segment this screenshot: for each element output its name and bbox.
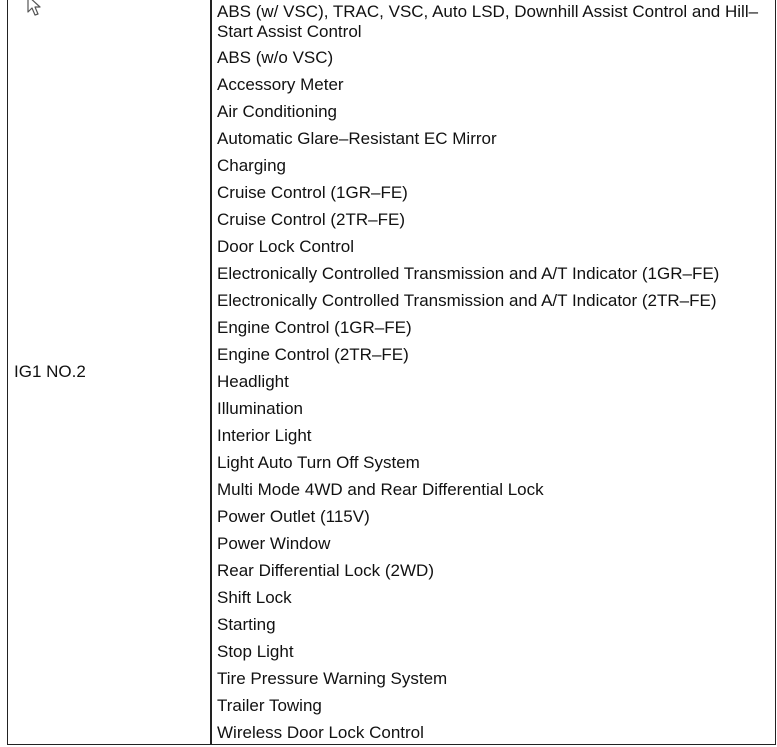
mouse-pointer-icon bbox=[26, 0, 48, 18]
system-item: Light Auto Turn Off System bbox=[217, 453, 420, 472]
system-item: Headlight bbox=[217, 372, 289, 391]
system-item: Air Conditioning bbox=[217, 102, 338, 121]
system-item: Trailer Towing bbox=[217, 696, 322, 715]
system-item: Engine Control (1GR–FE) bbox=[217, 318, 412, 337]
fuse-name: IG1 NO.2 bbox=[14, 362, 86, 381]
system-item: Rear Differential Lock (2WD) bbox=[217, 561, 434, 580]
system-item: Tire Pressure Warning System bbox=[217, 669, 448, 688]
system-item: Shift Lock bbox=[217, 588, 292, 607]
system-item: Charging bbox=[217, 156, 286, 175]
system-item: Illumination bbox=[217, 399, 303, 418]
system-item: ABS (w/ VSC), TRAC, VSC, Auto LSD, Downhill Assist Control and Hill–Start Assist Control bbox=[217, 2, 759, 41]
system-item: Multi Mode 4WD and Rear Differential Lock bbox=[217, 480, 544, 499]
system-item: Electronically Controlled Transmission and A/T Indicator (1GR–FE) bbox=[217, 264, 720, 283]
fuse-system-table bbox=[7, 0, 776, 745]
system-item: Starting bbox=[217, 615, 276, 634]
system-item: Cruise Control (2TR–FE) bbox=[217, 210, 405, 229]
system-item: Power Outlet (115V) bbox=[217, 507, 370, 526]
systems-cell bbox=[212, 0, 775, 744]
system-item: Interior Light bbox=[217, 426, 312, 445]
system-item: Cruise Control (1GR–FE) bbox=[217, 183, 408, 202]
system-item: Wireless Door Lock Control bbox=[217, 723, 424, 742]
fuse-name-cell bbox=[8, 0, 212, 744]
system-item: Stop Light bbox=[217, 642, 294, 661]
system-item: Automatic Glare–Resistant EC Mirror bbox=[217, 129, 497, 148]
system-item: Power Window bbox=[217, 534, 331, 553]
system-item: Engine Control (2TR–FE) bbox=[217, 345, 409, 364]
system-item: Electronically Controlled Transmission and A/T Indicator (2TR–FE) bbox=[217, 291, 717, 310]
system-item: ABS (w/o VSC) bbox=[217, 48, 334, 67]
system-item: Door Lock Control bbox=[217, 237, 355, 256]
system-item: Accessory Meter bbox=[217, 75, 344, 94]
